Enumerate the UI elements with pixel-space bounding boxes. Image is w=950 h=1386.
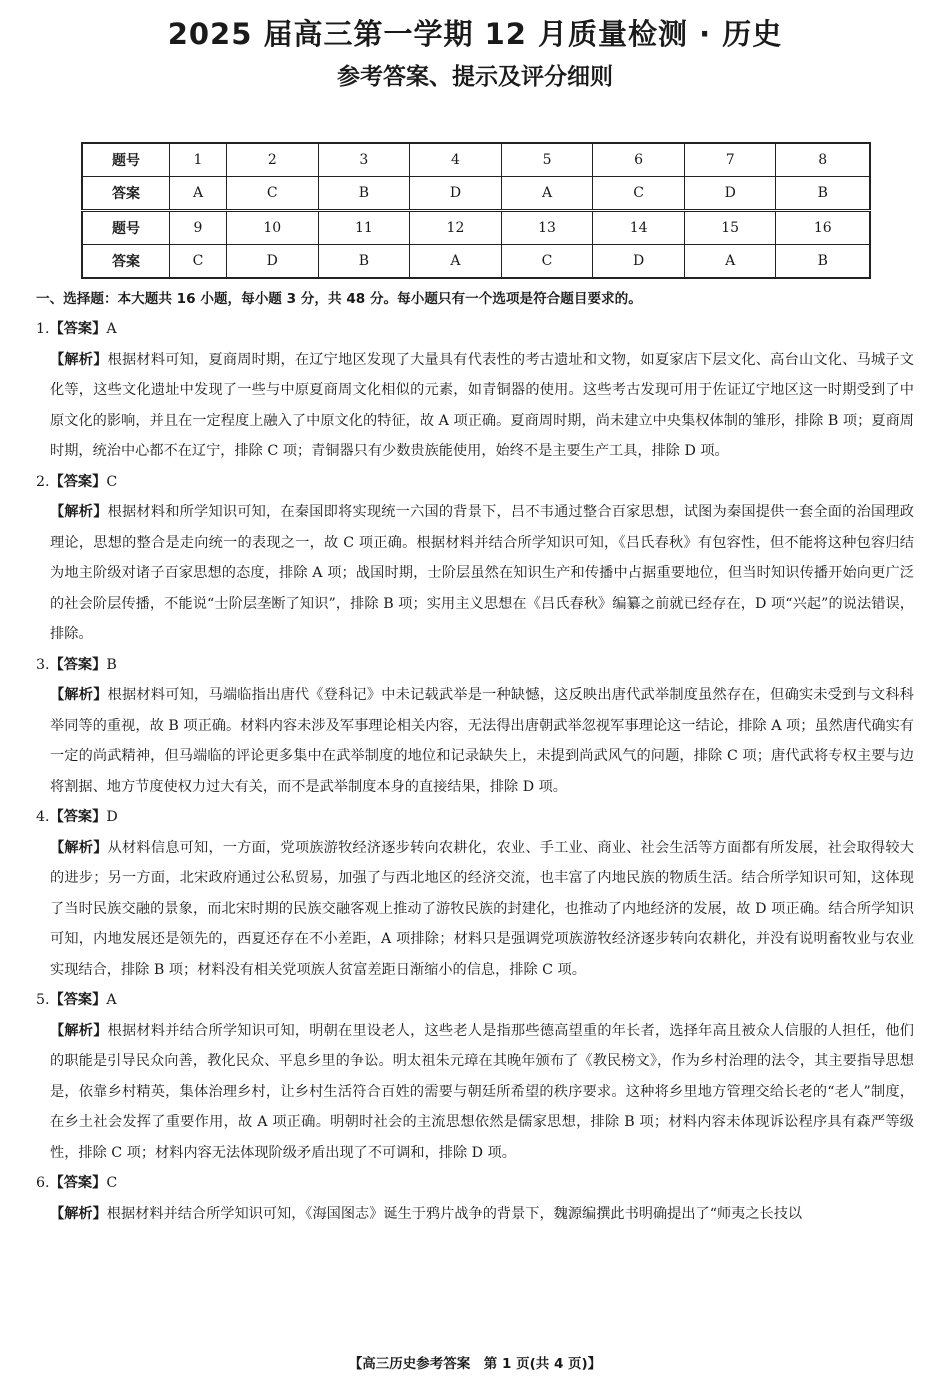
answer-tag: 【答案】	[49, 992, 107, 1008]
question-answer	[36, 650, 914, 681]
answer-label: 答案	[82, 177, 170, 211]
question-answer	[36, 467, 914, 498]
table-cell: 1	[170, 143, 227, 177]
table-cell: A	[410, 245, 502, 279]
question-analysis	[36, 833, 914, 986]
question-answer	[36, 802, 914, 833]
question-number: 1.	[36, 321, 50, 337]
table-cell: 16	[776, 211, 870, 245]
question-number: 2.	[36, 473, 50, 490]
question-label: 题号	[82, 211, 170, 245]
analysis-text: 根据材料和所学知识可知，在秦国即将实现统一六国的背景下，吕不韦通过整合百家思想，试图为秦国提供一套全面的治国理政理论，思想的整合是走向统一的表现之一，故 C 项正确。根据材料并结合所学知识可知，《吕氏春秋》有包容性，但不能将这种包容归结为地主阶级对诸子百家思想的态度，排除 A 项；战国时期，士阶层虽然在知识生产和传播中占据重要地位，但当时知识传播开始向更广泛的社会阶层传播，不能说“士阶层垄断了知识”，排除 B 项；实用主义思想在《吕氏春秋》编纂之前就已经存在，D 项“兴起”的说法错误，排除。	[50, 504, 914, 642]
answer-value: C	[106, 473, 118, 490]
answer-value: A	[106, 992, 117, 1008]
table-row	[82, 245, 870, 279]
table-cell: 9	[170, 211, 227, 245]
table-cell: D	[410, 177, 502, 211]
table-cell: A	[684, 245, 776, 279]
question-number: 5.	[36, 992, 50, 1008]
analysis-text: 根据材料并结合所学知识可知，明朝在里设老人，这些老人是指那些德高望重的年长者，选择年高且被众人信服的人担任，他们的职能是引导民众向善，教化民众、平息乡里的争讼。明太祖朱元璋在其晚年颁布了《教民榜文》，作为乡村治理的法令，其主要指导思想是，依靠乡村精英，集体治理乡村，让乡村生活符合百姓的需要与朝廷所希望的秩序要求。这种将乡里地方管理交给长老的“老人”制度，在乡土社会发挥了重要作用，故 A 项正确。明朝时社会的主流思想依然是儒家思想，排除 B 项；材料内容未体现诉讼程序具有森严等级性，排除 C 项；材料内容无法体现阶级矛盾出现了不可调和，排除 D 项。	[50, 1022, 914, 1161]
answer-value: B	[106, 656, 117, 673]
table-cell: 15	[684, 211, 776, 245]
section-heading: 一、选择题：本大题共 16 小题，每小题 3 分，共 48 分。每小题只有一个选项是符合题目要求的。	[36, 291, 642, 307]
page-subtitle: 参考答案、提示及评分细则	[337, 64, 613, 90]
table-cell: B	[776, 177, 870, 211]
answer-tag: 【答案】	[49, 809, 107, 825]
table-cell: 7	[684, 143, 776, 177]
answer-tag: 【答案】	[49, 473, 107, 490]
question-analysis	[36, 497, 914, 650]
table-cell: C	[170, 245, 227, 279]
question-answer	[36, 314, 914, 345]
answer-value: A	[106, 321, 117, 337]
table-row	[82, 211, 870, 245]
analysis-tag: 【解析】	[50, 351, 108, 368]
table-cell: 14	[593, 211, 685, 245]
answer-tag: 【答案】	[49, 656, 107, 673]
question-label: 题号	[82, 143, 170, 177]
question-analysis	[36, 680, 914, 802]
answer-table	[81, 142, 871, 279]
table-cell: 4	[410, 143, 502, 177]
table-cell: 6	[593, 143, 685, 177]
table-cell: 8	[776, 143, 870, 177]
answer-value: C	[106, 1175, 118, 1191]
table-cell: A	[170, 177, 227, 211]
answer-tag: 【答案】	[49, 1175, 107, 1191]
analysis-tag: 【解析】	[50, 504, 108, 520]
question-number: 3.	[36, 656, 50, 673]
question-number: 4.	[36, 809, 50, 825]
question-number: 6.	[36, 1175, 50, 1191]
table-cell: 11	[318, 211, 410, 245]
answer-label: 答案	[82, 245, 170, 279]
question-analysis	[36, 1199, 914, 1230]
question-analysis	[36, 1016, 914, 1169]
table-cell: 10	[227, 211, 319, 245]
table-row	[82, 143, 870, 177]
table-cell: 2	[227, 143, 319, 177]
question-answer	[36, 985, 914, 1016]
table-cell: C	[501, 245, 593, 279]
analysis-text: 根据材料可知，马端临指出唐代《登科记》中未记载武举是一种缺憾，这反映出唐代武举制度虽然存在，但确实未受到与文科科举同等的重视，故 B 项正确。材料内容未涉及军事理论相关内容，无法得出唐朝武举忽视军事理论这一结论，排除 A 项；虽然唐代确实有一定的尚武精神，但马端临的评论更多集中在武举制度的地位和记录缺失上，未提到尚武风气的问题，排除 C 项；唐代武将专权主要与边将割据、地方节度使权力过大有关，而不是武举制度本身的直接结果，排除 D 项。	[50, 687, 914, 795]
page-title: 2025 届高三第一学期 12 月质量检测 · 历史	[167, 17, 783, 51]
table-cell: D	[593, 245, 685, 279]
table-cell: 12	[410, 211, 502, 245]
table-cell: 13	[501, 211, 593, 245]
table-cell: B	[318, 245, 410, 279]
table-cell: C	[593, 177, 685, 211]
page-footer: 【高三历史参考答案 第 1 页(共 4 页)】	[348, 1356, 602, 1372]
analysis-tag: 【解析】	[50, 687, 108, 703]
answer-value: D	[106, 809, 118, 825]
analysis-text: 根据材料并结合所学知识可知，《海国图志》诞生于鸦片战争的背景下，魏源编撰此书明确提出了“师夷之长技以	[106, 1205, 803, 1222]
table-row	[82, 177, 870, 211]
analysis-tag: 【解析】	[50, 839, 108, 856]
analysis-text: 从材料信息可知，一方面，党项族游牧经济逐步转向农耕化，农业、手工业、商业、社会生活等方面都有所发展，社会取得较大的进步；另一方面，北宋政府通过公私贸易，加强了与西北地区的经济交流，也丰富了内地民族的物质生活。结合所学知识可知，这体现了当时民族交融的景象，而北宋时期的民族交融客观上推动了游牧民族的封建化，也推动了内地经济的发展，故 D 项正确。结合所学知识可知，内地发展还是领先的，西夏还存在不小差距，A 项排除；材料只是强调党项族游牧经济逐步转向农耕化，并没有说明畜牧业与农业实现结合，排除 B 项；材料没有相关党项族人贫富差距日渐缩小的信息，排除 C 项。	[50, 839, 914, 978]
table-cell: A	[501, 177, 593, 211]
table-cell: C	[227, 177, 319, 211]
question-analysis	[36, 345, 914, 467]
answer-tag: 【答案】	[49, 321, 107, 337]
table-cell: D	[684, 177, 776, 211]
analysis-tag: 【解析】	[50, 1022, 108, 1039]
answer-content	[36, 288, 914, 1229]
table-cell: B	[776, 245, 870, 279]
table-cell: 3	[318, 143, 410, 177]
table-cell: 5	[501, 143, 593, 177]
table-cell: B	[318, 177, 410, 211]
question-answer	[36, 1168, 914, 1199]
analysis-tag: 【解析】	[50, 1205, 107, 1222]
table-cell: D	[227, 245, 319, 279]
analysis-text: 根据材料可知，夏商周时期，在辽宁地区发现了大量具有代表性的考古遗址和文物，如夏家店下层文化、高台山文化、马城子文化等，这些文化遗址中发现了一些与中原夏商周文化相似的元素，如青铜器的使用。这些考古发现可用于佐证辽宁地区这一时期受到了中原文化的影响，并且在一定程度上融入了中原文化的特征，故 A 项正确。夏商周时期，尚未建立中央集权体制的雏形，排除 B 项；夏商周时期，统治中心都不在辽宁，排除 C 项；青铜器只有少数贵族能使用，始终不是主要生产工具，排除 D 项。	[50, 351, 914, 459]
